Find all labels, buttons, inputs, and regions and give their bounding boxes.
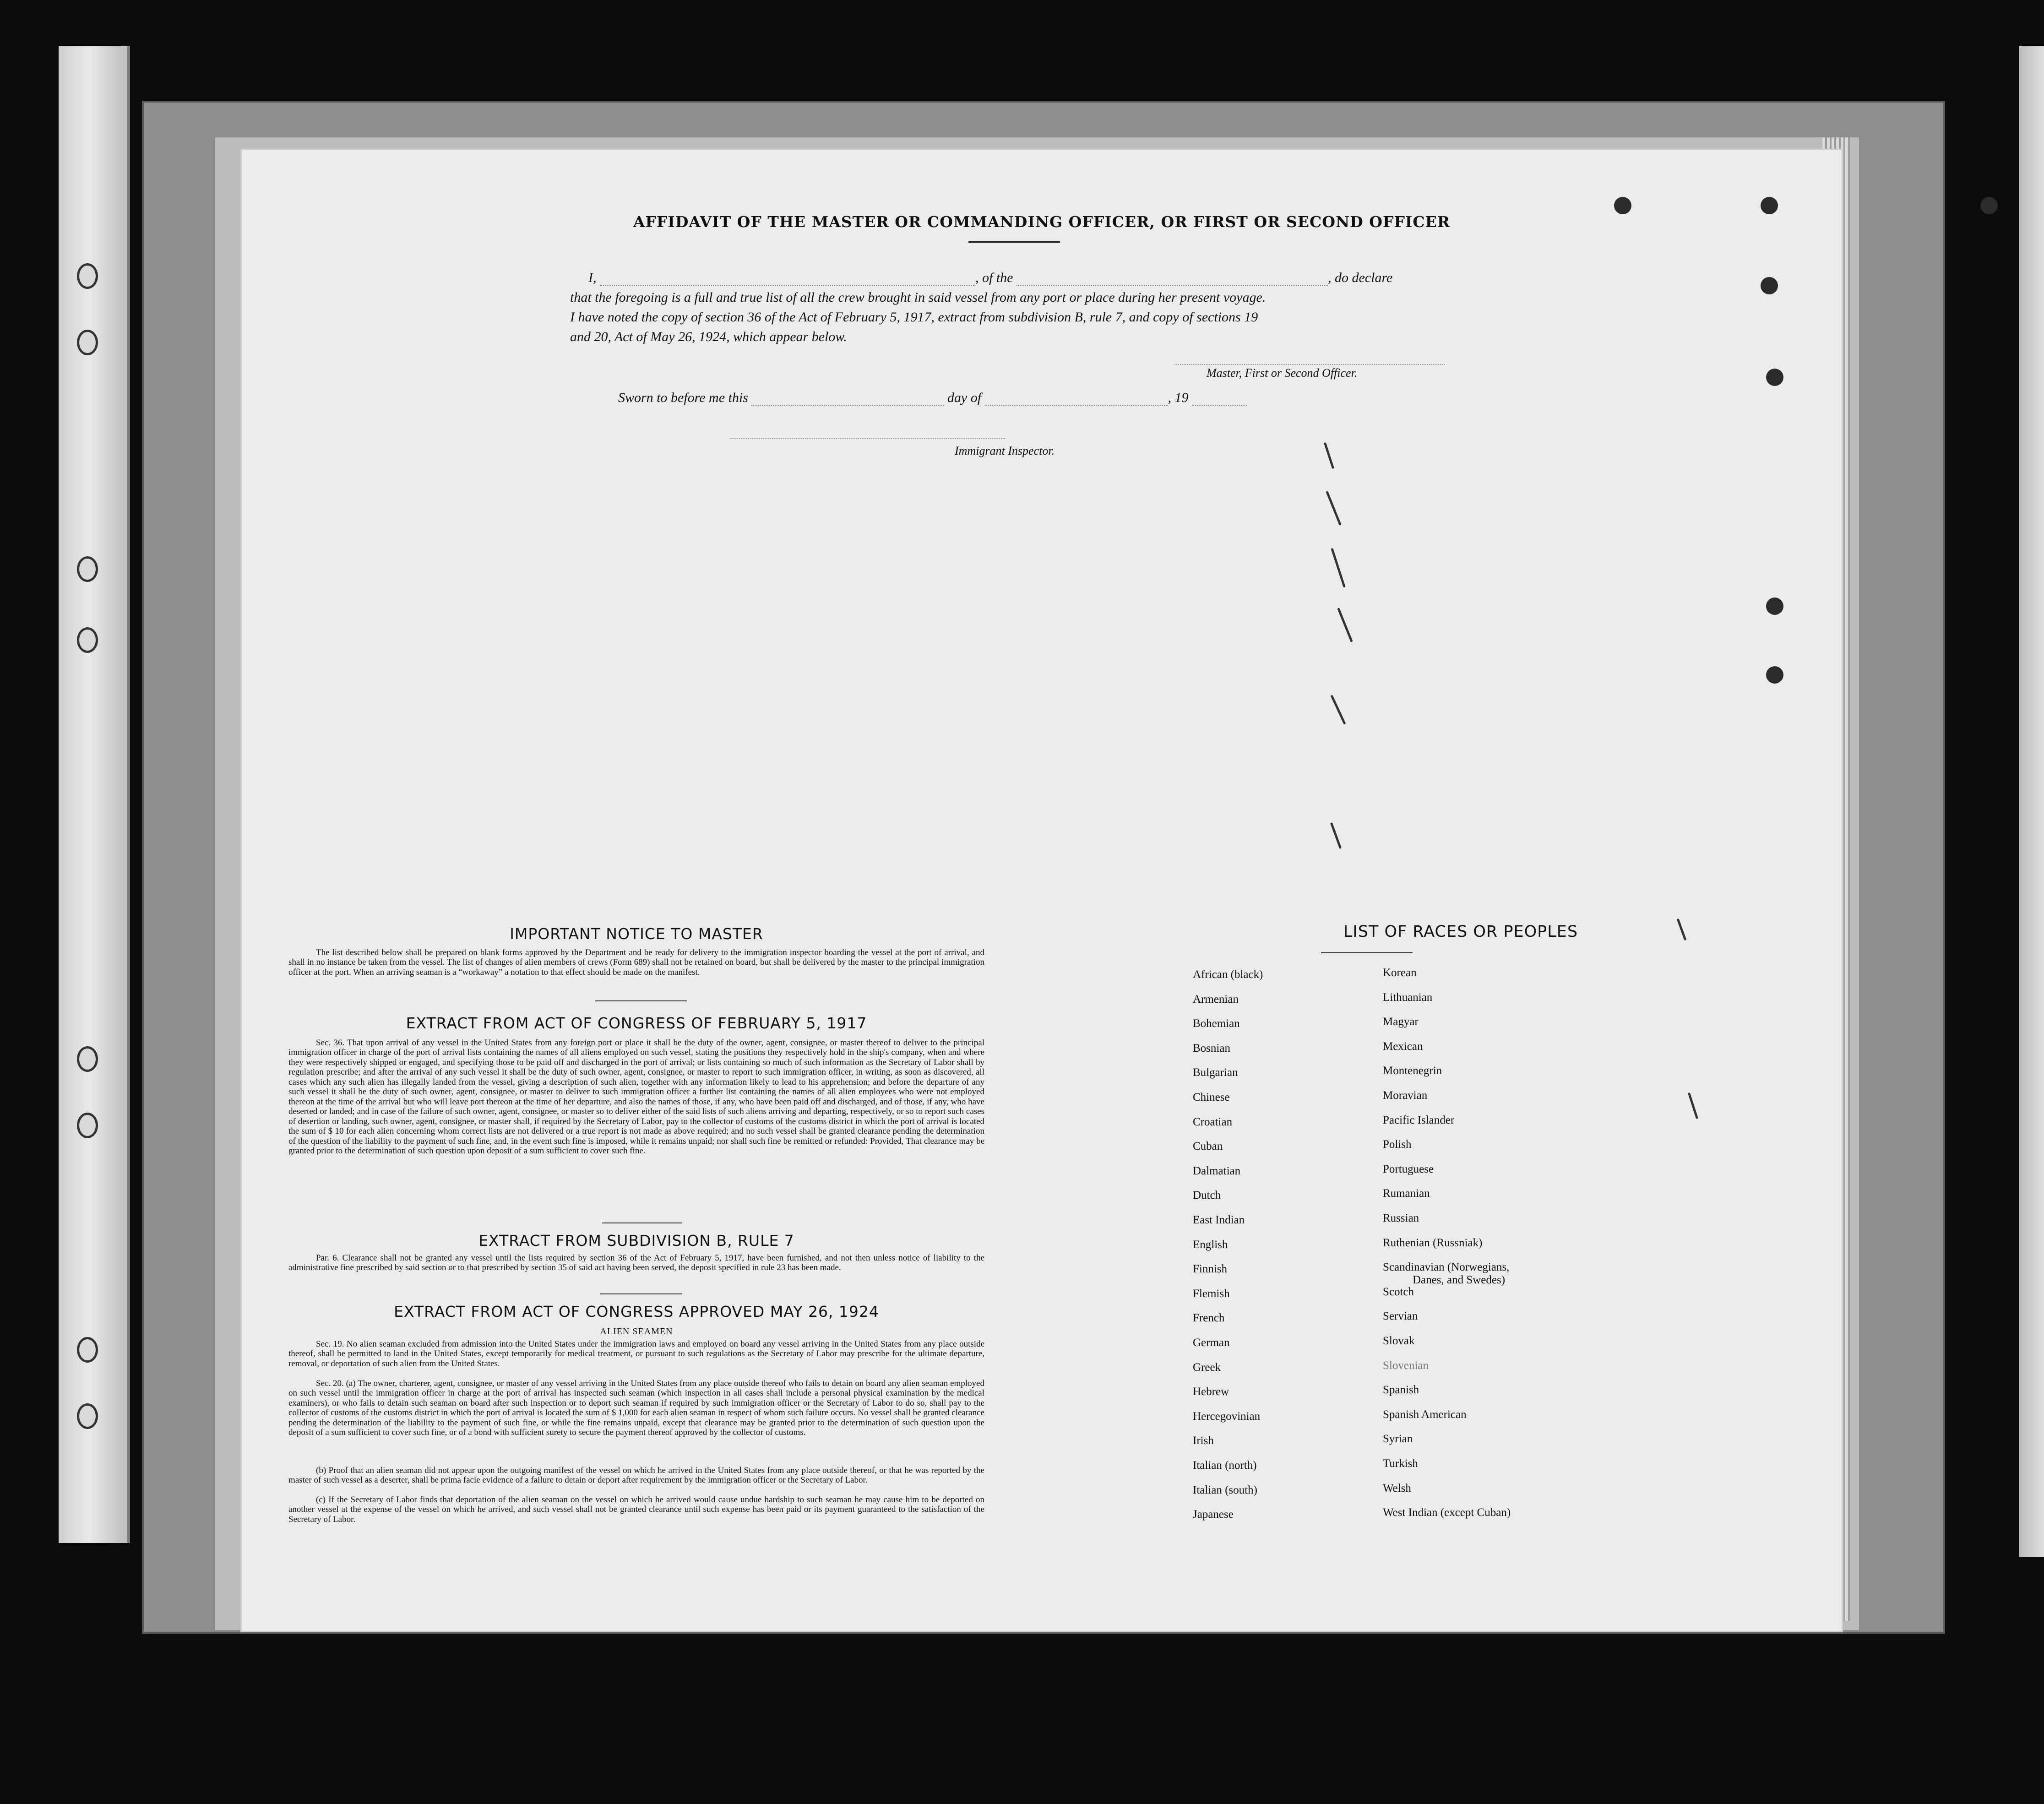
affidavit-i: I, bbox=[588, 270, 597, 285]
race-item: Hebrew bbox=[1193, 1386, 1229, 1398]
race-item: Russian bbox=[1383, 1212, 1419, 1224]
sworn-start: Sworn to before me this bbox=[618, 390, 748, 405]
race-item: Magyar bbox=[1383, 1016, 1419, 1028]
punch-hole bbox=[1761, 277, 1778, 294]
master-caption: Master, First or Second Officer. bbox=[1207, 366, 1358, 380]
ink-mark bbox=[1326, 491, 1342, 526]
race-item: Portuguese bbox=[1383, 1163, 1434, 1175]
notice-title: IMPORTANT NOTICE TO MASTER bbox=[510, 925, 763, 943]
race-item: Servian bbox=[1383, 1310, 1418, 1323]
race-item: Rumanian bbox=[1383, 1187, 1430, 1200]
race-item: Syrian bbox=[1383, 1433, 1413, 1445]
affidavit-line-4: and 20, Act of May 26, 1924, which appear below. bbox=[570, 329, 847, 344]
inspector-caption: Immigrant Inspector. bbox=[955, 444, 1055, 457]
film-hole bbox=[77, 1337, 98, 1363]
races-rule bbox=[1321, 952, 1413, 953]
title-rule bbox=[968, 241, 1060, 243]
race-item: Polish bbox=[1383, 1138, 1412, 1151]
film-hole bbox=[77, 1113, 98, 1138]
affidavit-title: AFFIDAVIT OF THE MASTER OR COMMANDING OFFICER, OR FIRST OR SECOND OFFICER bbox=[633, 213, 1451, 231]
film-hole bbox=[77, 263, 98, 289]
extract-1924-sec20a: Sec. 20. (a) The owner, charterer, agent, consignee, or master of any vessel arriving in the United States from any place outside thereof who fails to detain on board any alien seaman employed on such vessel until the immigration officer in charge at the port of arrival has inspected such seaman (which inspection in all cases shall include a personal physical examination by the medical examiners), or who fails to detain such seaman on board after such inspection or to deport such seaman if required by such immigration officer or the Secretary of Labor to do so, shall pay to the collector of customs of the customs district in which the port of arrival is located the sum of $ 1,000 for each alien seaman in respect of whom such failure occurs. No vessel shall be granted clearance pending the determination of the liability to the payment of such fine, or while the fine remains unpaid, except that clearance may be granted prior to the determination of such question upon the deposit of a sum sufficient to cover such fine, or of a bond with sufficient surety to secure the payment thereof approved by the collector of customs. bbox=[288, 1379, 984, 1438]
punch-hole bbox=[1766, 666, 1783, 684]
affidavit-line-2: that the foregoing is a full and true list of all the crew brought in said vessel from any port or place during her present voyage. bbox=[570, 290, 1266, 305]
film-hole bbox=[77, 1403, 98, 1429]
film-strip-left bbox=[59, 46, 130, 1543]
race-item: Korean bbox=[1383, 967, 1417, 979]
race-item: Dalmatian bbox=[1193, 1164, 1241, 1177]
extract-1917-body: Sec. 36. That upon arrival of any vessel in the United States from any foreign port or place it shall be the duty of the owner, agent, consignee, or master thereof to deliver to the principal immigration officer in charge of the port of arrival lists containing the names of all aliens employed on such vessel, stating the positions they respectively hold in the ship's company, when and where they were respectively shipped or engaged, and specifying those to be paid off and discharged in the port of arrival; or lists containing so much of such information as the Secretary of Labor shall by regulation prescribe; and after the arrival of any such vessel it shall be the duty of such owner, agent, consignee, or master to report to such immigration officer, in writing, as soon as discovered, all cases which any such alien has illegally landed from the vessel, giving a description of such alien, together with any information likely to lead to his apprehension; and before the departure of any such vessel it shall be the duty of such owner, agent, consignee, or master to deliver to such immigration officer a further list containing the names of all alien employees who were not employed thereon at the time of the arrival but who will leave port thereon at the time of her departure, and also the names of those, if any, who have been paid off and discharged, and of those, if any, who have deserted or landed; and in case of the failure of such owner, agent, consignee, or master so to deliver either of the said lists of such aliens arriving and departing, respectively, or so to report such cases of desertion or landing, such owner, agent, consignee, or master shall, if required by the Secretary of Labor, pay to the collector of customs of the customs district in which the port of arrival is located the sum of $ 10 for each alien concerning whom correct lists are not delivered or a true report is not made as above required; and no such vessel shall be granted clearance pending the determination of the question of the liability to the payment of such fine, and, in the event such fine is imposed, while it remains unpaid; nor shall such fine be remitted or refunded: Provided, That clearance may be granted prior to the determination of such question upon deposit of a sum sufficient to cover such fine. bbox=[288, 1038, 984, 1156]
sworn-year: , 19 bbox=[1168, 390, 1189, 405]
race-item: Spanish bbox=[1383, 1384, 1419, 1396]
extract-1924-sec20c: (c) If the Secretary of Labor finds that deportation of the alien seaman on the vessel on which he arrived would cause undue hardship to such seaman he may cause him to be deported on another vessel at the expense of the vessel on which he arrived, and such vessel shall not be granted clearance until such expense has been paid or its payment guaranteed to the satisfaction of the Secretary of Labor. bbox=[288, 1495, 984, 1524]
affidavit-line-1 bbox=[588, 270, 1392, 286]
races-title: LIST OF RACES OR PEOPLES bbox=[1343, 923, 1578, 941]
race-item: Bulgarian bbox=[1193, 1066, 1238, 1079]
inspector-signature-line[interactable] bbox=[730, 438, 1005, 439]
sworn-day-of: day of bbox=[947, 390, 982, 405]
divider bbox=[595, 1000, 687, 1001]
sworn-month-field[interactable] bbox=[985, 405, 1168, 406]
film-hole bbox=[77, 627, 98, 653]
notice-body: The list described below shall be prepared on blank forms approved by the Department and be ready for delivery to the immigration inspector boarding the vessel at the port of arrival, and shall in no instance be taken from the vessel. The list of changes of alien members of crews (Form 689) shall not be retained on board, but shall be delivered by the master to the principal immigration officer at the port. When an arriving seaman is a “workaway” a notation to that effect should be made on the manifest. bbox=[288, 948, 984, 977]
ink-mark bbox=[1324, 442, 1334, 469]
ink-mark bbox=[1330, 822, 1342, 849]
race-item: Croatian bbox=[1193, 1115, 1233, 1128]
race-item: Chinese bbox=[1193, 1091, 1230, 1103]
race-item: Italian (south) bbox=[1193, 1483, 1257, 1496]
race-item: English bbox=[1193, 1238, 1228, 1251]
race-item: Lithuanian bbox=[1383, 991, 1433, 1004]
film-strip-right bbox=[2019, 46, 2044, 1557]
sworn-year-field[interactable] bbox=[1192, 405, 1247, 406]
race-item: Spanish American bbox=[1383, 1408, 1467, 1421]
race-item: Armenian bbox=[1193, 993, 1239, 1005]
vessel-name-field[interactable] bbox=[1017, 285, 1328, 286]
race-item: Slovak bbox=[1383, 1335, 1415, 1347]
race-item: Welsh bbox=[1383, 1482, 1411, 1494]
sworn-line bbox=[618, 390, 1247, 406]
race-item: Turkish bbox=[1383, 1457, 1418, 1470]
divider bbox=[600, 1293, 682, 1294]
race-item: Finnish bbox=[1193, 1263, 1228, 1276]
race-item: Irish bbox=[1193, 1435, 1214, 1447]
extract-1924-sec19: Sec. 19. No alien seaman excluded from admission into the United States under the immigration laws and employed on board any vessel arriving in the United States from any place outside thereof, shall be permitted to land in the United States, except temporarily for medical treatment, or pursuant to such regulations as the Secretary of Labor may prescribe for the ultimate departure, removal, or deportation of such alien from the United States. bbox=[288, 1339, 984, 1369]
punch-hole bbox=[1766, 369, 1783, 386]
race-item: African (black) bbox=[1193, 968, 1263, 981]
race-item: Greek bbox=[1193, 1361, 1221, 1374]
film-hole bbox=[77, 330, 98, 355]
master-signature-line[interactable] bbox=[1174, 364, 1445, 365]
race-item: Cuban bbox=[1193, 1140, 1223, 1153]
ink-mark bbox=[1337, 608, 1353, 642]
punch-hole bbox=[1614, 197, 1631, 214]
alien-seamen-subtitle: ALIEN SEAMEN bbox=[600, 1326, 673, 1337]
race-item: Danes, and Swedes) bbox=[1413, 1274, 1506, 1287]
officer-name-field[interactable] bbox=[600, 285, 975, 286]
race-item: Ruthenian (Russniak) bbox=[1383, 1236, 1483, 1249]
race-item: Flemish bbox=[1193, 1287, 1230, 1300]
film-hole bbox=[77, 556, 98, 582]
race-item: Scandinavian (Norwegians, bbox=[1383, 1261, 1510, 1274]
ink-mark bbox=[1331, 548, 1346, 587]
race-item: Mexican bbox=[1383, 1040, 1423, 1053]
race-item: Scotch bbox=[1383, 1285, 1414, 1298]
race-item: West Indian (except Cuban) bbox=[1383, 1506, 1511, 1519]
punch-hole bbox=[1761, 197, 1778, 214]
extract-rule7-body: Par. 6. Clearance shall not be granted any vessel until the lists required by section 36 of the Act of February 5, 1917, have been furnished, and not then unless notice of liability to the administrative fine prescribed by said section or to that prescribed by section 35 of said act having been served, the deposit specified in rule 23 has been made. bbox=[288, 1253, 984, 1273]
extract-1924-title: EXTRACT FROM ACT OF CONGRESS APPROVED MAY 26, 1924 bbox=[394, 1303, 879, 1320]
race-item: Bosnian bbox=[1193, 1042, 1230, 1054]
race-item: Italian (north) bbox=[1193, 1459, 1257, 1472]
extract-1917-title: EXTRACT FROM ACT OF CONGRESS OF FEBRUARY 5, 1917 bbox=[406, 1014, 867, 1032]
race-item: Bohemian bbox=[1193, 1017, 1240, 1030]
affidavit-of-the: , of the bbox=[975, 270, 1013, 285]
manifest-page bbox=[240, 149, 1843, 1632]
punch-hole bbox=[1766, 598, 1783, 615]
race-item: Montenegrin bbox=[1383, 1065, 1442, 1077]
sworn-day-field[interactable] bbox=[751, 405, 944, 406]
race-item: Moravian bbox=[1383, 1089, 1428, 1102]
extract-1924-sec20b: (b) Proof that an alien seaman did not appear upon the outgoing manifest of the vessel on which he arrived in the United States from any place outside thereof, or that he was reported by the master of such vessel as a deserter, shall be prima facie evidence of a failure to detain or deport after requirement by the immigration officer or the Secretary of Labor. bbox=[288, 1466, 984, 1485]
race-item: Japanese bbox=[1193, 1508, 1234, 1521]
ink-mark bbox=[1688, 1092, 1698, 1119]
ink-mark bbox=[1330, 695, 1346, 725]
race-item: East Indian bbox=[1193, 1214, 1245, 1226]
race-item: Slovenian bbox=[1383, 1359, 1429, 1372]
race-item: French bbox=[1193, 1312, 1225, 1325]
film-hole bbox=[77, 1046, 98, 1072]
race-item: Hercegovinian bbox=[1193, 1410, 1261, 1423]
extract-rule7-title: EXTRACT FROM SUBDIVISION B, RULE 7 bbox=[478, 1232, 794, 1250]
affidavit-declare: , do declare bbox=[1328, 270, 1393, 285]
punch-hole bbox=[1980, 197, 1998, 214]
race-item: Pacific Islander bbox=[1383, 1114, 1455, 1126]
race-item: German bbox=[1193, 1337, 1230, 1349]
race-item: Dutch bbox=[1193, 1189, 1221, 1202]
affidavit-line-3: I have noted the copy of section 36 of the Act of February 5, 1917, extract from subdivision B, rule 7, and copy of sections 19 bbox=[570, 310, 1258, 325]
